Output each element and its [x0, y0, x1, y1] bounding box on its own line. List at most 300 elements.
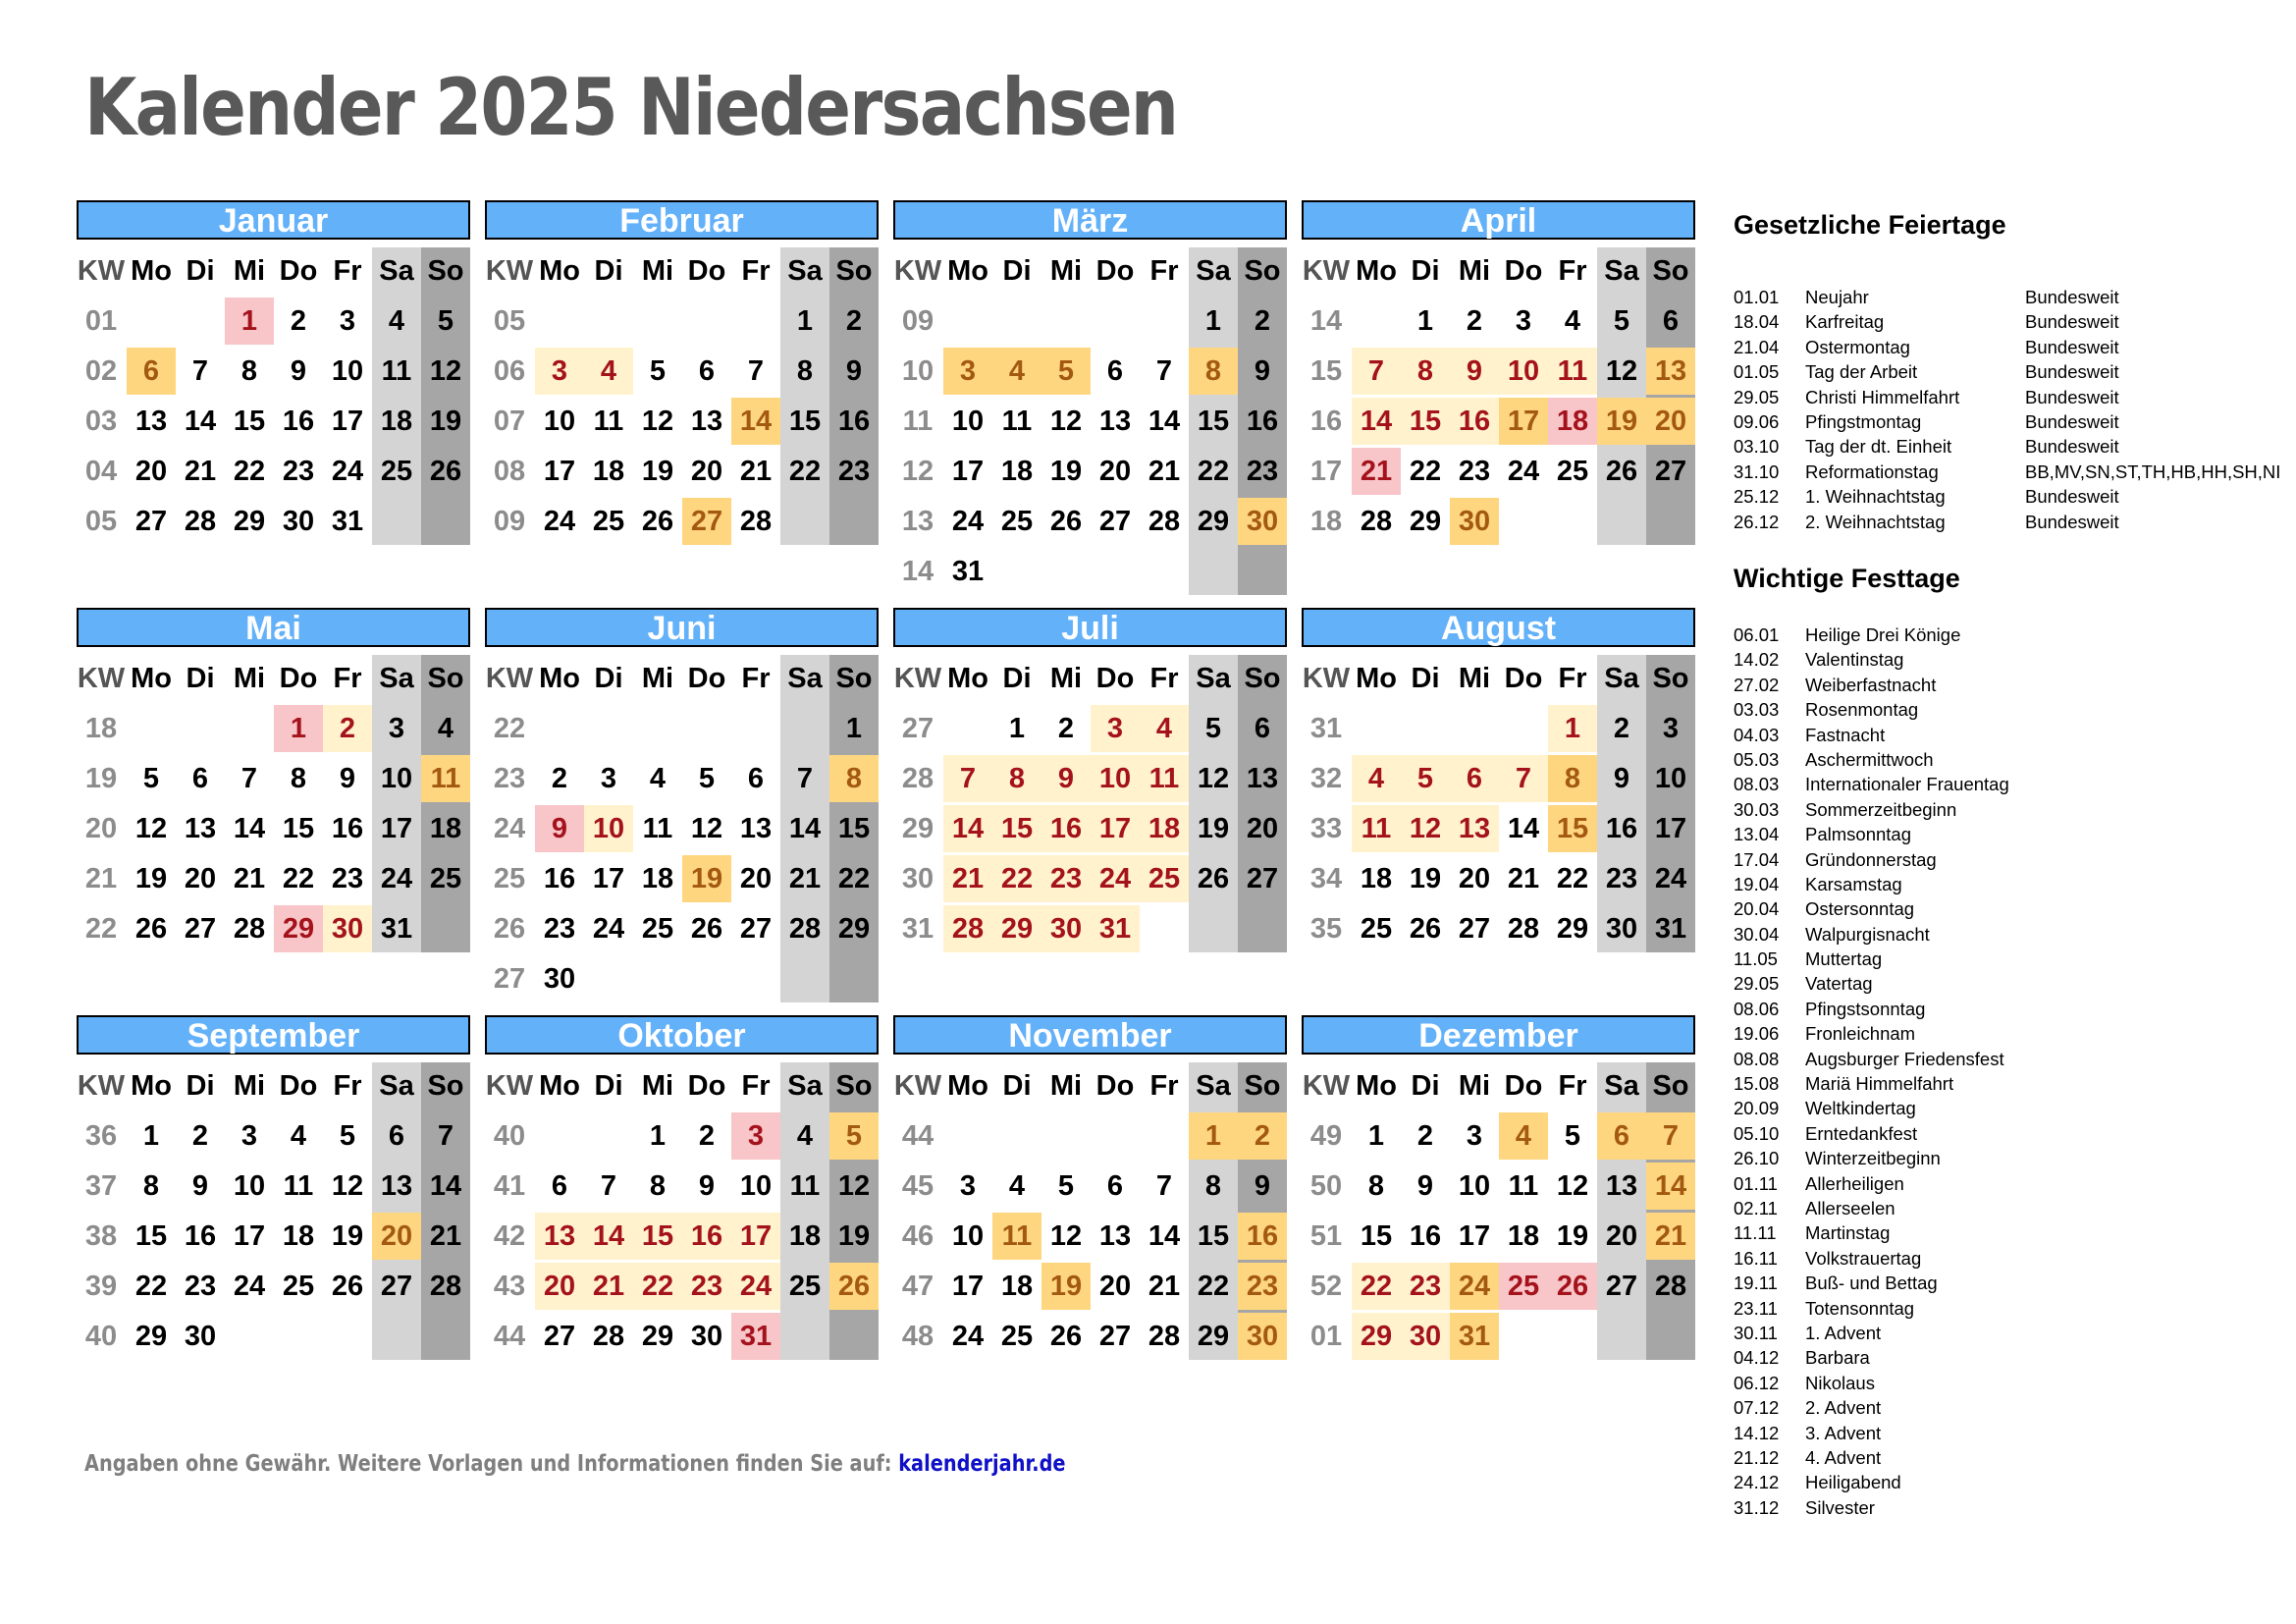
day-cell: 25 — [1360, 913, 1393, 945]
weekday-label: Mi — [233, 663, 266, 694]
day-cell: 2 — [1466, 305, 1483, 337]
weekday-label: Fr — [1558, 1070, 1587, 1102]
item-name: Volkstrauertag — [1805, 1247, 1922, 1269]
week-number: 52 — [1309, 1271, 1343, 1302]
day-cell: 7 — [943, 755, 992, 802]
weekday-label: Fr — [1149, 255, 1179, 287]
weekday-header-row — [77, 655, 470, 702]
week-number: 14 — [901, 556, 934, 587]
week-number: 48 — [901, 1321, 934, 1352]
weekday-label: Mi — [1049, 663, 1083, 694]
weekday-label: So — [835, 255, 873, 287]
day-cell: 15 — [633, 1213, 682, 1260]
day-cell: 15 — [1401, 398, 1450, 445]
weekday-label: Fr — [333, 1070, 362, 1102]
weekday-header-row — [893, 1062, 1287, 1110]
day-cell: 2 — [551, 763, 568, 794]
day-cell: 10 — [1458, 1170, 1491, 1202]
day-cell: 31 — [1654, 913, 1687, 945]
day-cell: 8 — [1204, 1170, 1222, 1202]
day-cell: 30 — [690, 1321, 723, 1352]
day-cell: 1 — [796, 305, 814, 337]
day-cell: 12 — [1049, 1220, 1083, 1252]
day-cell: 25 — [641, 913, 674, 945]
day-cell: 13 — [134, 406, 168, 437]
day-cell: 20 — [1605, 1220, 1638, 1252]
day-cell: 22 — [837, 863, 871, 894]
day-cell: 29 — [992, 905, 1041, 952]
list-item — [1734, 285, 2296, 309]
legal-holidays-heading: Gesetzliche Feiertage — [1734, 210, 2006, 240]
day-cell: 10 — [584, 805, 633, 852]
day-cell: 7 — [1352, 348, 1401, 395]
day-cell: 9 — [845, 355, 863, 387]
day-cell: 13 — [1450, 805, 1499, 852]
day-cell: 21 — [1148, 1271, 1181, 1302]
day-cell: 14 — [584, 1213, 633, 1260]
day-cell: 4 — [584, 348, 633, 395]
day-cell: 3 — [1091, 705, 1140, 752]
list-item — [1734, 1421, 2296, 1445]
day-cell: 19 — [1049, 456, 1083, 487]
month-name: November — [893, 1015, 1287, 1055]
day-cell: 4 — [1564, 305, 1581, 337]
day-cell: 24 — [1507, 456, 1540, 487]
week-number: 35 — [1309, 913, 1343, 945]
day-cell: 15 — [134, 1220, 168, 1252]
day-cell: 5 — [339, 1120, 356, 1152]
item-date: 30.03 — [1734, 798, 1780, 820]
week-number-header: KW — [77, 663, 126, 694]
item-date: 11.11 — [1734, 1222, 1777, 1244]
day-cell: 22 — [1556, 863, 1589, 894]
list-item — [1734, 1445, 2296, 1470]
day-cell: 25 — [1140, 855, 1189, 902]
item-name: Allerheiligen — [1805, 1172, 1904, 1194]
day-cell: 4 — [388, 305, 405, 337]
weekday-header-row — [485, 1062, 879, 1110]
item-name: Totensonntag — [1805, 1297, 1915, 1319]
day-cell: 8 — [1189, 348, 1238, 395]
item-date: 21.12 — [1734, 1446, 1780, 1468]
day-cell: 4 — [649, 763, 667, 794]
day-cell: 2 — [1613, 713, 1630, 744]
item-date: 07.12 — [1734, 1397, 1780, 1419]
day-cell: 2 — [1238, 1112, 1287, 1160]
week-number: 31 — [901, 913, 934, 945]
item-date: 25.12 — [1734, 486, 1780, 508]
day-cell: 28 — [1654, 1271, 1687, 1302]
day-cell: 17 — [233, 1220, 266, 1252]
item-name: Silvester — [1805, 1496, 1875, 1518]
list-item — [1734, 1395, 2296, 1420]
list-item — [1734, 623, 2296, 647]
day-cell: 7 — [796, 763, 814, 794]
day-cell: 18 — [1000, 456, 1034, 487]
weekday-label: Do — [1095, 1070, 1135, 1102]
list-item — [1734, 385, 2296, 409]
day-cell: 30 — [282, 506, 315, 537]
month-name: Januar — [77, 200, 470, 240]
week-number: 45 — [901, 1170, 934, 1202]
list-item — [1734, 460, 2296, 484]
day-cell: 17 — [1499, 398, 1548, 445]
day-cell: 4 — [437, 713, 454, 744]
day-cell: 15 — [837, 813, 871, 844]
weekday-label: Fr — [741, 255, 771, 287]
day-cell: 28 — [592, 1321, 625, 1352]
footer-link[interactable]: kalenderjahr.de — [898, 1451, 1066, 1477]
list-item — [1734, 673, 2296, 697]
feast-days-heading: Wichtige Festtage — [1734, 564, 1960, 593]
day-cell: 12 — [1556, 1170, 1589, 1202]
item-date: 11.05 — [1734, 948, 1778, 970]
month-name: März — [893, 200, 1287, 240]
day-cell: 23 — [1401, 1263, 1450, 1310]
day-cell: 15 — [1360, 1220, 1393, 1252]
month-name: April — [1302, 200, 1695, 240]
weekday-label: Sa — [1196, 255, 1231, 287]
day-cell: 12 — [1605, 355, 1638, 387]
day-cell: 3 — [731, 1112, 780, 1160]
item-date: 14.02 — [1734, 649, 1780, 671]
day-cell: 28 — [233, 913, 266, 945]
weekday-label: Fr — [333, 663, 362, 694]
week-number: 23 — [493, 763, 526, 794]
day-cell: 1 — [845, 713, 863, 744]
day-cell: 6 — [698, 355, 716, 387]
week-number: 20 — [84, 813, 118, 844]
item-date: 01.11 — [1734, 1172, 1778, 1194]
day-cell: 25 — [429, 863, 462, 894]
list-item — [1734, 847, 2296, 872]
week-number: 25 — [493, 863, 526, 894]
item-name: 1. Weihnachtstag — [1805, 486, 1946, 508]
day-cell: 1 — [274, 705, 323, 752]
feast-days-list — [1734, 623, 2296, 1520]
day-cell: 27 — [739, 913, 773, 945]
weekday-label: So — [1244, 663, 1281, 694]
day-cell: 24 — [543, 506, 576, 537]
day-cell: 5 — [1057, 1170, 1075, 1202]
day-cell: 17 — [1458, 1220, 1491, 1252]
weekday-label: Fr — [1149, 663, 1179, 694]
day-cell: 26 — [429, 456, 462, 487]
day-cell: 18 — [429, 813, 462, 844]
weekday-label: Fr — [1558, 255, 1587, 287]
item-name: Pfingstsonntag — [1805, 998, 1926, 1019]
day-cell: 22 — [992, 855, 1041, 902]
week-number-header: KW — [893, 663, 942, 694]
day-cell: 29 — [134, 1321, 168, 1352]
weekday-header-row — [485, 655, 879, 702]
day-cell: 5 — [829, 1112, 879, 1160]
list-item — [1734, 1071, 2296, 1096]
day-cell: 12 — [837, 1170, 871, 1202]
item-region: Bundesweit — [2025, 511, 2119, 532]
list-item — [1734, 797, 2296, 822]
item-name: Reformationstag — [1805, 460, 1939, 482]
day-cell: 3 — [1662, 713, 1680, 744]
day-cell: 26 — [690, 913, 723, 945]
day-cell: 30 — [1401, 1313, 1450, 1360]
weekday-label: Mo — [131, 1070, 172, 1102]
weekday-label: Mi — [641, 663, 674, 694]
day-cell: 2 — [290, 305, 307, 337]
day-cell: 27 — [543, 1321, 576, 1352]
day-cell: 17 — [951, 1271, 985, 1302]
week-number: 39 — [84, 1271, 118, 1302]
item-name: Barbara — [1805, 1347, 1870, 1369]
item-date: 05.03 — [1734, 748, 1780, 770]
day-cell: 21 — [233, 863, 266, 894]
weekday-label: Sa — [1604, 663, 1639, 694]
day-cell: 29 — [1197, 506, 1230, 537]
day-cell: 23 — [837, 456, 871, 487]
weekday-label: Di — [594, 663, 623, 694]
day-cell: 16 — [1041, 805, 1091, 852]
week-number: 32 — [1309, 763, 1343, 794]
weekday-label: Mo — [947, 663, 988, 694]
day-cell: 11 — [1508, 1170, 1539, 1202]
list-item — [1734, 1121, 2296, 1146]
weekday-label: Do — [279, 663, 318, 694]
week-number: 18 — [1309, 506, 1343, 537]
item-date: 26.10 — [1734, 1148, 1780, 1169]
day-cell: 22 — [233, 456, 266, 487]
item-name: Allerseelen — [1805, 1197, 1896, 1218]
weekday-label: Fr — [1149, 1070, 1179, 1102]
weekday-label: Mi — [233, 1070, 266, 1102]
day-cell: 11 — [789, 1170, 821, 1202]
day-cell: 28 — [1148, 1321, 1181, 1352]
item-region: BB,MV,SN,ST,TH,HB,HH,SH,NI — [2025, 460, 2281, 482]
item-name: Internationaler Frauentag — [1805, 774, 2009, 795]
weekday-label: Mo — [947, 1070, 988, 1102]
day-cell: 22 — [788, 456, 822, 487]
week-number: 04 — [84, 456, 118, 487]
item-name: 3. Advent — [1805, 1422, 1882, 1443]
day-cell: 18 — [282, 1220, 315, 1252]
weekday-label: Mi — [233, 255, 266, 287]
day-cell: 1 — [225, 298, 274, 345]
item-date: 05.10 — [1734, 1122, 1780, 1144]
day-cell: 31 — [951, 556, 985, 587]
weekday-label: Mo — [1356, 1070, 1397, 1102]
day-cell: 4 — [1499, 1112, 1548, 1160]
item-name: Christi Himmelfahrt — [1805, 386, 1960, 407]
day-cell: 16 — [543, 863, 576, 894]
item-name: Nikolaus — [1805, 1372, 1875, 1393]
list-item — [1734, 359, 2296, 384]
item-name: Gründonnerstag — [1805, 848, 1937, 870]
day-cell: 7 — [747, 355, 765, 387]
day-cell: 2 — [1254, 305, 1271, 337]
week-number: 12 — [901, 456, 934, 487]
week-number: 17 — [1309, 456, 1343, 487]
item-name: Neujahr — [1805, 287, 1869, 307]
day-cell: 31 — [1091, 905, 1140, 952]
weekday-label: Mi — [1049, 255, 1083, 287]
weekday-label: Di — [186, 1070, 215, 1102]
week-number: 44 — [901, 1120, 934, 1152]
item-name: Heiligabend — [1805, 1472, 1901, 1493]
day-cell: 5 — [1564, 1120, 1581, 1152]
day-cell: 16 — [282, 406, 315, 437]
list-item — [1734, 1495, 2296, 1520]
item-date: 20.09 — [1734, 1098, 1780, 1119]
day-cell: 11 — [1352, 805, 1401, 852]
day-cell: 21 — [943, 855, 992, 902]
day-cell: 22 — [1197, 456, 1230, 487]
day-cell: 13 — [1246, 763, 1279, 794]
day-cell: 18 — [592, 456, 625, 487]
day-cell: 13 — [739, 813, 773, 844]
day-cell: 6 — [747, 763, 765, 794]
day-cell: 27 — [134, 506, 168, 537]
day-cell: 9 — [1041, 755, 1091, 802]
list-item — [1734, 510, 2296, 534]
day-cell: 13 — [184, 813, 217, 844]
legal-holidays-list — [1734, 285, 2296, 534]
list-item — [1734, 1096, 2296, 1120]
day-cell: 21 — [1148, 456, 1181, 487]
item-name: Buß- und Bettag — [1805, 1272, 1938, 1294]
day-cell: 6 — [1106, 355, 1124, 387]
week-number: 19 — [84, 763, 118, 794]
day-cell: 1 — [1189, 1112, 1238, 1160]
weekday-label: Mo — [131, 255, 172, 287]
list-item — [1734, 1470, 2296, 1494]
day-cell: 9 — [339, 763, 356, 794]
weekday-label: Mi — [1458, 1070, 1491, 1102]
day-cell: 16 — [1605, 813, 1638, 844]
day-cell: 16 — [331, 813, 364, 844]
weekday-label: Di — [186, 663, 215, 694]
day-cell: 2 — [1057, 713, 1075, 744]
list-item — [1734, 997, 2296, 1021]
day-cell: 15 — [233, 406, 266, 437]
list-item — [1734, 1021, 2296, 1046]
item-date: 14.12 — [1734, 1422, 1780, 1443]
day-cell: 7 — [240, 763, 258, 794]
day-cell: 24 — [1091, 855, 1140, 902]
day-cell: 14 — [233, 813, 266, 844]
item-name: Valentinstag — [1805, 649, 1904, 671]
item-name: Karsamstag — [1805, 873, 1902, 894]
week-number: 11 — [902, 406, 934, 437]
list-item — [1734, 409, 2296, 434]
day-cell: 28 — [1148, 506, 1181, 537]
item-region: Bundesweit — [2025, 336, 2119, 357]
list-item — [1734, 947, 2296, 971]
month-2 — [893, 200, 1287, 654]
day-cell: 28 — [429, 1271, 462, 1302]
day-cell: 24 — [951, 506, 985, 537]
day-cell: 24 — [731, 1263, 780, 1310]
day-cell: 7 — [600, 1170, 617, 1202]
day-cell: 18 — [1548, 398, 1597, 445]
day-cell: 6 — [1597, 1112, 1646, 1160]
month-name: Oktober — [485, 1015, 879, 1055]
day-cell: 12 — [134, 813, 168, 844]
day-cell: 25 — [1556, 456, 1589, 487]
month-5 — [485, 608, 879, 1061]
item-name: Augsburger Friedensfest — [1805, 1048, 2004, 1069]
day-cell: 9 — [1254, 355, 1271, 387]
day-cell: 14 — [429, 1170, 462, 1202]
day-cell: 30 — [1450, 498, 1499, 545]
day-cell: 11 — [642, 813, 673, 844]
day-cell: 21 — [739, 456, 773, 487]
item-name: Sommerzeitbeginn — [1805, 798, 1957, 820]
day-cell: 15 — [788, 406, 822, 437]
day-cell: 26 — [641, 506, 674, 537]
weekday-label: Sa — [379, 663, 414, 694]
list-item — [1734, 896, 2296, 921]
day-cell: 10 — [1654, 763, 1687, 794]
day-cell: 27 — [1458, 913, 1491, 945]
month-8 — [77, 1015, 470, 1469]
weekday-label: Do — [279, 1070, 318, 1102]
weekday-label: So — [1652, 1070, 1689, 1102]
day-cell: 13 — [1098, 1220, 1132, 1252]
day-cell: 18 — [1360, 863, 1393, 894]
item-name: 2. Advent — [1805, 1397, 1882, 1419]
week-number: 47 — [901, 1271, 934, 1302]
list-item — [1734, 1146, 2296, 1170]
week-number-header: KW — [1302, 663, 1351, 694]
item-date: 01.01 — [1734, 287, 1780, 307]
list-item — [1734, 647, 2296, 672]
weekday-label: Do — [1504, 663, 1543, 694]
weekday-label: Di — [1002, 1070, 1032, 1102]
day-cell: 13 — [1605, 1170, 1638, 1202]
day-cell: 9 — [698, 1170, 716, 1202]
day-cell: 25 — [380, 456, 413, 487]
day-cell: 27 — [1654, 456, 1687, 487]
day-cell: 14 — [1646, 1163, 1695, 1210]
list-item — [1734, 309, 2296, 334]
day-cell: 29 — [1556, 913, 1589, 945]
weekday-header-row — [893, 247, 1287, 295]
day-cell: 14 — [1148, 406, 1181, 437]
day-cell: 11 — [1001, 406, 1033, 437]
day-cell: 20 — [1458, 863, 1491, 894]
day-cell: 11 — [593, 406, 624, 437]
day-cell: 27 — [1246, 863, 1279, 894]
weekday-label: Do — [687, 663, 726, 694]
weekday-label: So — [1244, 255, 1281, 287]
day-cell: 6 — [1106, 1170, 1124, 1202]
item-date: 03.03 — [1734, 699, 1780, 721]
day-cell: 11 — [992, 1213, 1041, 1260]
day-cell: 23 — [1458, 456, 1491, 487]
day-cell: 5 — [1204, 713, 1222, 744]
day-cell: 6 — [127, 348, 176, 395]
day-cell: 28 — [1360, 506, 1393, 537]
list-item — [1734, 971, 2296, 996]
weekday-label: So — [835, 1070, 873, 1102]
day-cell: 9 — [535, 805, 584, 852]
week-number: 38 — [84, 1220, 118, 1252]
day-cell: 14 — [731, 398, 780, 445]
day-cell: 2 — [845, 305, 863, 337]
day-cell: 5 — [649, 355, 667, 387]
day-cell: 17 — [731, 1213, 780, 1260]
day-cell: 5 — [698, 763, 716, 794]
day-cell: 10 — [543, 406, 576, 437]
